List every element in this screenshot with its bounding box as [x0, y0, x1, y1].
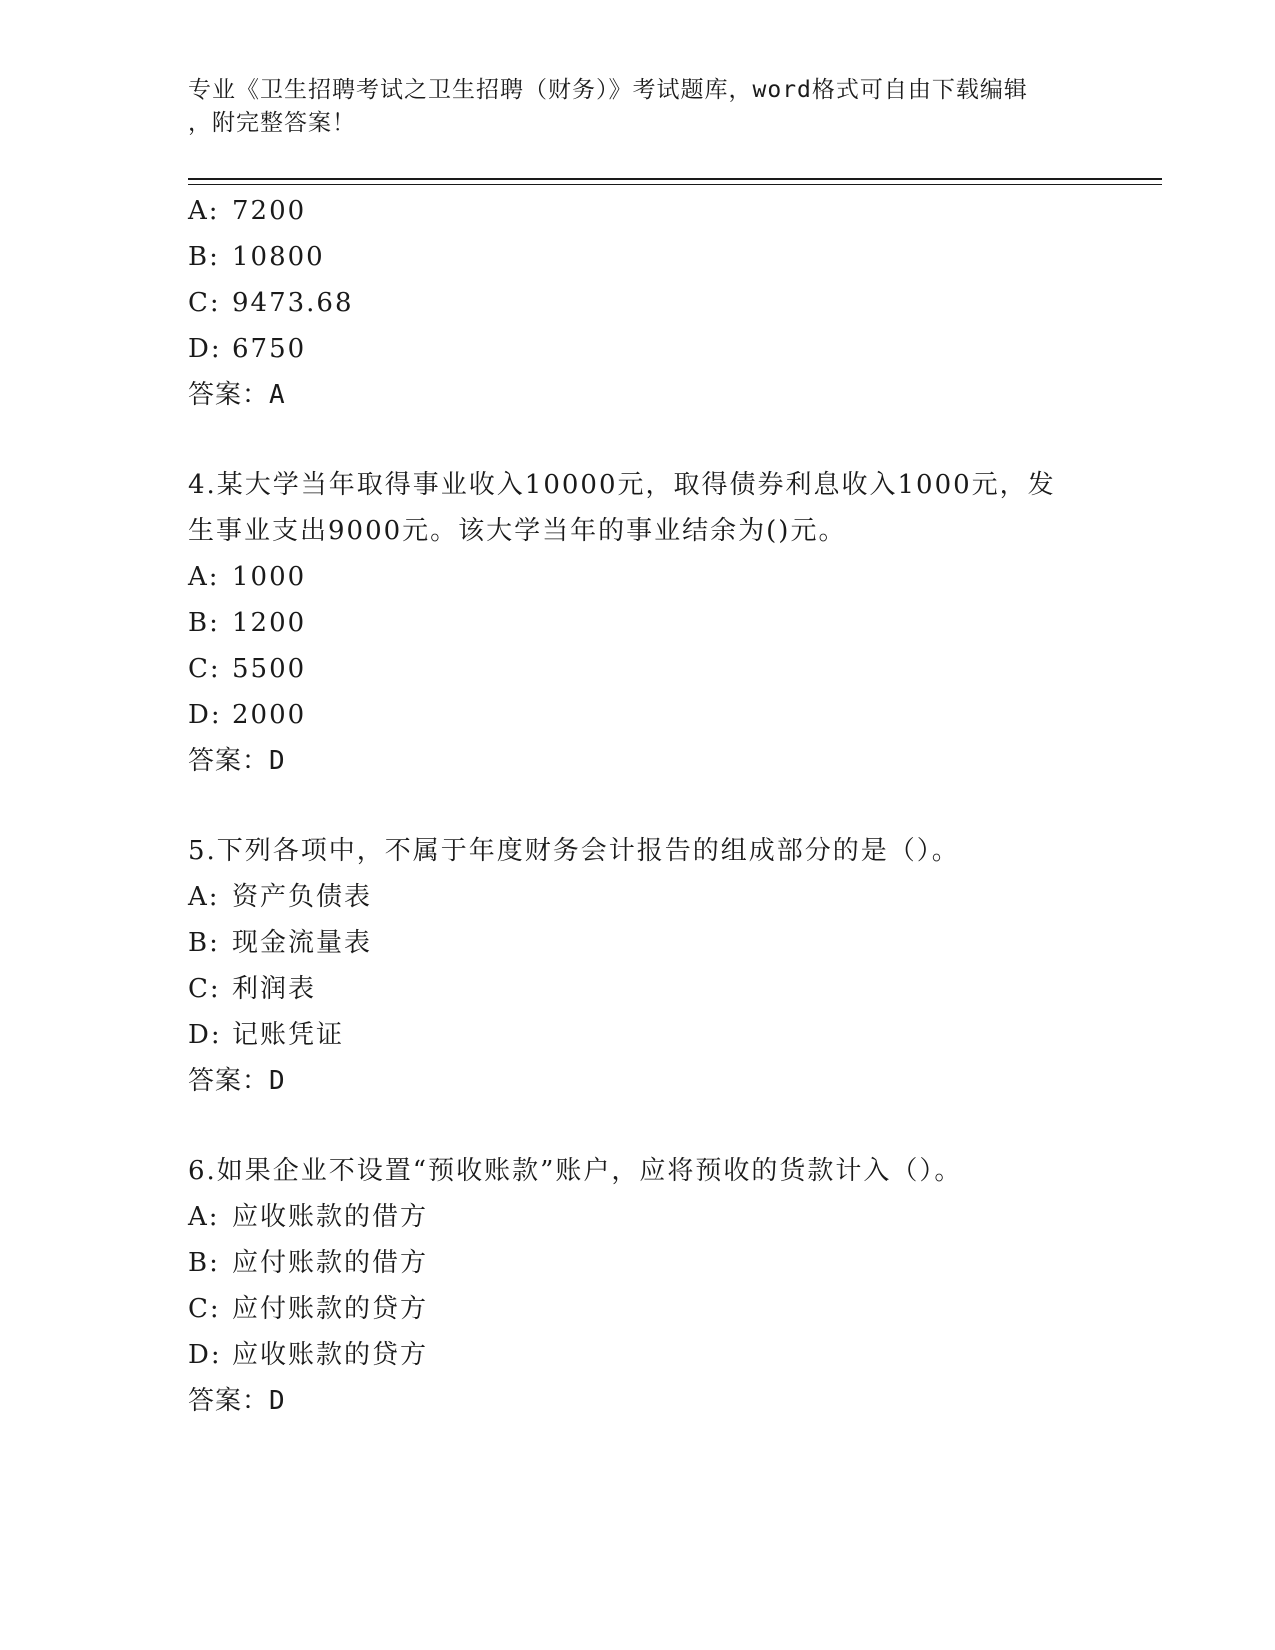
- option-b: B: 应付账款的借方: [188, 1248, 429, 1278]
- header-line-2: ，附完整答案！: [188, 110, 356, 136]
- option-d: D: 2000: [188, 700, 307, 730]
- option-d: D: 记账凭证: [188, 1020, 345, 1050]
- question-list: [188, 188, 1088, 1424]
- question-3: [188, 188, 1088, 418]
- option-a: A: 7200: [188, 196, 307, 226]
- header-line-1: 专业《卫生招聘考试之卫生招聘（财务）》考试题库，word格式可自由下载编辑: [188, 77, 1028, 103]
- option-d: D: 应收账款的贷方: [188, 1340, 429, 1370]
- question-5: [188, 828, 1088, 1104]
- option-a: A: 资产负债表: [188, 882, 373, 912]
- option-b: B: 现金流量表: [188, 928, 373, 958]
- question-text: 6.如果企业不设置“预收账款”账户，应将预收的货款计入（）。: [188, 1156, 963, 1186]
- question-text: 5.下列各项中，不属于年度财务会计报告的组成部分的是（）。: [188, 836, 960, 866]
- answer-line: 答案：D: [188, 1066, 286, 1096]
- document-header: [188, 74, 1088, 140]
- question-text: 4.某大学当年取得事业收入10000元，取得债券利息收入1000元，发 生事业支出9000元。该大学当年的事业结余为()元。: [188, 470, 1056, 546]
- answer-line: 答案：D: [188, 746, 286, 776]
- header-divider-thin: [188, 184, 1162, 185]
- option-b: B: 10800: [188, 242, 325, 272]
- option-c: C: 9473.68: [188, 288, 354, 318]
- option-a: A: 应收账款的借方: [188, 1202, 429, 1232]
- header-divider: [188, 178, 1162, 180]
- answer-line: 答案：A: [188, 380, 286, 410]
- option-a: A: 1000: [188, 562, 307, 592]
- question-4: [188, 462, 1088, 784]
- answer-line: 答案：D: [188, 1386, 286, 1416]
- option-b: B: 1200: [188, 608, 307, 638]
- option-c: C: 利润表: [188, 974, 317, 1004]
- option-c: C: 应付账款的贷方: [188, 1294, 429, 1324]
- option-d: D: 6750: [188, 334, 307, 364]
- question-6: [188, 1148, 1088, 1424]
- option-c: C: 5500: [188, 654, 307, 684]
